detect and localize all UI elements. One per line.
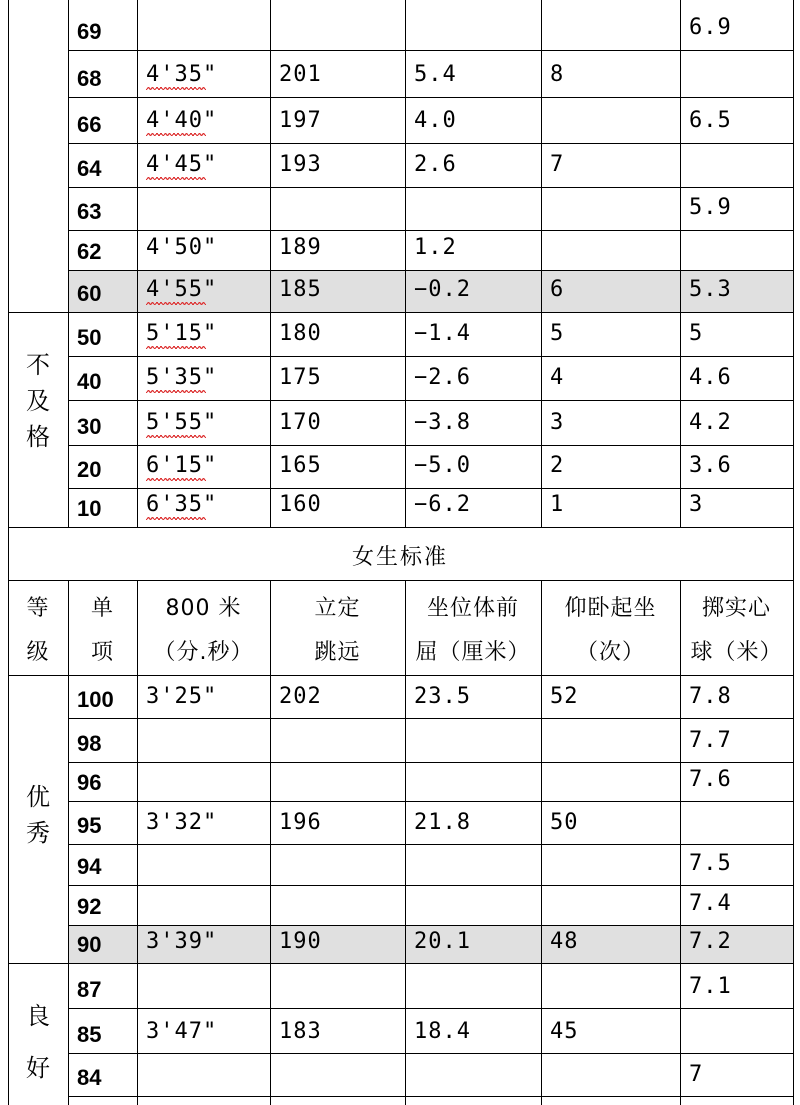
male-ball-cell: 6.9	[689, 15, 732, 40]
row-rule	[68, 445, 794, 446]
male-flex-cell: 1.2	[414, 235, 457, 260]
male-jump-cell: 170	[279, 410, 322, 435]
female-jump-cell: 190	[279, 929, 322, 954]
female-situp-cell: 52	[550, 684, 579, 709]
female-ball-cell: 7.2	[689, 929, 732, 954]
male-ball-cell: 3	[689, 492, 704, 517]
table-border	[8, 0, 9, 527]
female-jump-cell: 183	[279, 1019, 322, 1044]
header-line: 屈（厘米）	[415, 640, 531, 665]
male-run-cell: 4'35"	[146, 62, 218, 87]
table-border	[8, 675, 9, 1105]
header-line: 立定	[314, 596, 361, 621]
spell-check-underline	[146, 302, 206, 305]
header-grade	[8, 587, 68, 675]
column-rule	[541, 0, 542, 527]
female-ball-cell: 7.1	[689, 974, 732, 999]
female-ball-cell: 7.6	[689, 767, 732, 792]
male-score-cell: 62	[77, 239, 102, 264]
spell-check-underline	[146, 346, 206, 349]
female-standard-title: 女生标准	[351, 545, 448, 570]
table-border	[8, 527, 9, 580]
column-rule	[137, 675, 138, 1105]
section-rule	[8, 580, 794, 581]
row-rule	[68, 844, 794, 845]
spell-check-underline	[146, 87, 206, 90]
row-rule	[68, 97, 794, 98]
female-score-cell: 84	[77, 1065, 102, 1090]
column-rule	[680, 675, 681, 1105]
male-score-cell: 63	[77, 199, 102, 224]
header-line: 掷实心	[701, 596, 771, 621]
male-situp-cell: 6	[550, 277, 565, 302]
male-flex-cell: −6.2	[414, 492, 471, 517]
spell-check-underline	[146, 478, 206, 481]
male-score-cell: 10	[77, 496, 102, 521]
male-ball-cell: 5	[689, 321, 704, 346]
male-run-cell: 4'45"	[146, 152, 218, 177]
male-score-cell: 40	[77, 369, 102, 394]
table-border	[793, 675, 794, 1105]
female-score-cell: 87	[77, 977, 102, 1002]
male-flex-cell: −0.2	[414, 277, 471, 302]
male-ball-cell: 5.3	[689, 277, 732, 302]
male-run-cell: 4'50"	[146, 235, 218, 260]
female-run-cell: 3'32"	[146, 810, 218, 835]
female-score-cell: 96	[77, 770, 102, 795]
male-run-cell: 6'35"	[146, 492, 218, 517]
section-rule	[8, 963, 794, 964]
female-situp-cell: 48	[550, 929, 579, 954]
row-rule	[68, 400, 794, 401]
column-rule	[541, 580, 542, 675]
grade-label-fail	[23, 347, 53, 455]
female-ball-cell: 7.5	[689, 851, 732, 876]
male-flex-cell: −2.6	[414, 365, 471, 390]
grade-label-good	[23, 990, 53, 1094]
spell-check-underline	[146, 435, 206, 438]
table-border	[793, 527, 794, 580]
grade-char: 优	[26, 783, 50, 811]
row-rule	[68, 1096, 794, 1097]
row-rule	[68, 187, 794, 188]
header-run	[137, 587, 270, 675]
female-situp-cell: 45	[550, 1019, 579, 1044]
spell-check-underline	[146, 517, 206, 520]
row-rule	[68, 270, 794, 271]
female-flex-cell: 23.5	[414, 684, 471, 709]
female-ball-cell: 7.4	[689, 891, 732, 916]
male-ball-cell: 3.6	[689, 453, 732, 478]
header-line: 仰卧起坐	[564, 596, 657, 621]
column-rule	[541, 675, 542, 1105]
row-rule	[68, 143, 794, 144]
section-rule	[8, 527, 794, 528]
male-run-cell: 6'15"	[146, 453, 218, 478]
header-item	[68, 587, 137, 675]
grade-label-excellent	[23, 779, 53, 851]
header-line: 跳远	[314, 640, 361, 665]
male-score-cell: 60	[77, 281, 102, 306]
female-score-cell: 90	[77, 932, 102, 957]
row-rule	[68, 50, 794, 51]
grade-char: 良	[26, 1002, 50, 1030]
male-run-cell: 5'35"	[146, 365, 218, 390]
male-situp-cell: 1	[550, 492, 565, 517]
row-rule	[68, 488, 794, 489]
male-score-cell: 64	[77, 156, 102, 181]
female-flex-cell: 21.8	[414, 810, 471, 835]
male-flex-cell: −1.4	[414, 321, 471, 346]
male-jump-cell: 193	[279, 152, 322, 177]
male-situp-cell: 5	[550, 321, 565, 346]
male-jump-cell: 197	[279, 108, 322, 133]
row-rule	[68, 1008, 794, 1009]
header-line: 800 米	[165, 596, 242, 621]
male-run-cell: 4'55"	[146, 277, 218, 302]
section-rule	[8, 675, 794, 676]
male-situp-cell: 7	[550, 152, 565, 177]
column-rule	[68, 675, 69, 1105]
row-rule	[68, 230, 794, 231]
grade-char: 秀	[26, 819, 50, 847]
row-rule	[68, 718, 794, 719]
female-run-cell: 3'47"	[146, 1019, 218, 1044]
female-score-cell: 100	[77, 687, 114, 712]
header-line: 等	[26, 596, 50, 621]
column-rule	[405, 675, 406, 1105]
male-jump-cell: 160	[279, 492, 322, 517]
male-run-cell: 4'40"	[146, 108, 218, 133]
row-rule	[68, 762, 794, 763]
male-score-cell: 69	[77, 19, 102, 44]
female-run-cell: 3'25"	[146, 684, 218, 709]
header-line: 坐位体前	[426, 596, 519, 621]
male-jump-cell: 165	[279, 453, 322, 478]
header-line: 球（米）	[690, 640, 783, 665]
female-ball-cell: 7	[689, 1062, 704, 1087]
header-line: （次）	[575, 640, 645, 665]
male-score-cell: 50	[77, 325, 102, 350]
header-flex	[405, 587, 541, 675]
male-situp-cell: 3	[550, 410, 565, 435]
male-flex-cell: 2.6	[414, 152, 457, 177]
female-jump-cell: 202	[279, 684, 322, 709]
female-score-cell: 95	[77, 813, 102, 838]
male-ball-cell: 4.2	[689, 410, 732, 435]
male-flex-cell: 4.0	[414, 108, 457, 133]
male-jump-cell: 180	[279, 321, 322, 346]
header-ball	[680, 587, 793, 675]
column-rule	[137, 580, 138, 675]
column-rule	[270, 0, 271, 527]
header-line: 项	[90, 640, 114, 665]
table-border	[793, 580, 794, 675]
male-score-cell: 66	[77, 112, 102, 137]
male-flex-cell: −5.0	[414, 453, 471, 478]
section-rule	[8, 312, 794, 313]
female-ball-cell: 7.7	[689, 728, 732, 753]
female-score-cell: 98	[77, 731, 102, 756]
female-flex-cell: 20.1	[414, 929, 471, 954]
female-score-cell: 92	[77, 894, 102, 919]
column-rule	[68, 0, 69, 527]
column-rule	[137, 0, 138, 527]
male-ball-cell: 4.6	[689, 365, 732, 390]
column-rule	[680, 580, 681, 675]
column-rule	[270, 675, 271, 1105]
male-score-cell: 30	[77, 414, 102, 439]
column-rule	[405, 580, 406, 675]
male-score-cell: 20	[77, 457, 102, 482]
row-rule	[68, 885, 794, 886]
male-jump-cell: 185	[279, 277, 322, 302]
row-rule	[68, 356, 794, 357]
grade-char: 不	[26, 351, 50, 379]
row-rule	[68, 925, 794, 926]
grade-char: 好	[26, 1054, 50, 1082]
male-situp-cell: 4	[550, 365, 565, 390]
column-rule	[405, 0, 406, 527]
female-run-cell: 3'39"	[146, 929, 218, 954]
male-score-cell: 68	[77, 66, 102, 91]
column-rule	[680, 0, 681, 527]
column-rule	[68, 580, 69, 675]
male-run-cell: 5'15"	[146, 321, 218, 346]
male-situp-cell: 2	[550, 453, 565, 478]
row-rule	[68, 801, 794, 802]
table-border	[793, 0, 794, 527]
header-line: 单	[90, 596, 114, 621]
spell-check-underline	[146, 133, 206, 136]
male-jump-cell: 175	[279, 365, 322, 390]
grade-char: 及	[26, 387, 50, 415]
header-line: （分.秒）	[153, 640, 254, 665]
table-border	[8, 580, 9, 675]
female-score-cell: 94	[77, 854, 102, 879]
female-ball-cell: 7.8	[689, 684, 732, 709]
header-situp	[541, 587, 680, 675]
column-rule	[270, 580, 271, 675]
row-rule	[68, 1053, 794, 1054]
female-jump-cell: 196	[279, 810, 322, 835]
male-ball-cell: 6.5	[689, 108, 732, 133]
grade-char: 格	[26, 423, 50, 451]
female-score-cell: 85	[77, 1022, 102, 1047]
header-line: 级	[26, 640, 50, 665]
male-run-cell: 5'55"	[146, 410, 218, 435]
spell-check-underline	[146, 390, 206, 393]
female-situp-cell: 50	[550, 810, 579, 835]
male-situp-cell: 8	[550, 62, 565, 87]
male-ball-cell: 5.9	[689, 195, 732, 220]
male-jump-cell: 201	[279, 62, 322, 87]
male-flex-cell: −3.8	[414, 410, 471, 435]
male-jump-cell: 189	[279, 235, 322, 260]
female-flex-cell: 18.4	[414, 1019, 471, 1044]
header-jump	[270, 587, 405, 675]
male-flex-cell: 5.4	[414, 62, 457, 87]
spell-check-underline	[146, 177, 206, 180]
